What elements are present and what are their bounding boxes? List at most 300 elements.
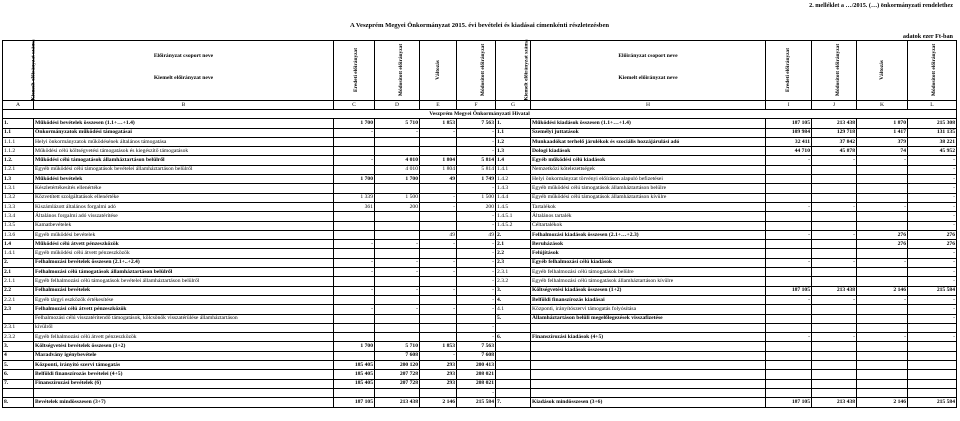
expense-code: 2.3.1 <box>496 268 531 277</box>
income-modositott <box>375 277 420 286</box>
expense-name: Kiadások mindösszesen (3+6) <box>531 398 766 407</box>
table-row <box>3 361 957 370</box>
expense-modositott <box>812 240 857 249</box>
income-modositott2: - <box>457 212 496 221</box>
expense-modositott: 45 878 <box>812 147 857 156</box>
header-eredeti-left: Eredeti előirányzat <box>334 41 375 101</box>
expense-eredeti: 44 710 <box>766 147 812 156</box>
column-letter-row <box>3 101 957 110</box>
document-annex-reference: 2. melléklet a …/2015. (…) önkormányzati rendelethez <box>809 2 953 9</box>
income-eredeti <box>334 230 375 239</box>
expense-eredeti <box>766 165 812 174</box>
income-modositott <box>375 212 420 221</box>
income-valtozas: - <box>420 193 457 202</box>
expense-modositott2 <box>908 379 957 388</box>
header-valtozas-left: Változás <box>420 41 457 101</box>
expense-modositott2 <box>908 351 957 360</box>
income-valtozas: - <box>420 240 457 249</box>
table-row <box>3 268 957 277</box>
expense-code: 1.4.5.1 <box>496 212 531 221</box>
income-eredeti: - <box>334 305 375 314</box>
income-modositott <box>375 230 420 239</box>
expense-name: Tartalékok <box>531 202 766 211</box>
income-modositott: 5 710 <box>375 119 420 128</box>
expense-eredeti <box>766 175 812 184</box>
expense-modositott2: - <box>908 165 957 174</box>
income-eredeti: - <box>334 258 375 267</box>
expense-modositott <box>812 388 857 397</box>
column-header-row <box>3 41 957 101</box>
income-valtozas <box>420 249 457 258</box>
income-code: 2.2.1 <box>3 295 34 304</box>
income-modositott2: 1 749 <box>457 175 496 184</box>
expense-eredeti: - <box>766 295 812 304</box>
income-valtozas: 2 146 <box>420 398 457 407</box>
income-valtozas: 293 <box>420 379 457 388</box>
income-eredeti <box>334 137 375 146</box>
income-modositott2: - <box>457 323 496 332</box>
income-valtozas: 293 <box>420 361 457 370</box>
expense-name: Munkaadókat terhelő járulékok és szociális hozzájárulási adó <box>531 137 766 146</box>
expense-modositott2: - <box>908 212 957 221</box>
expense-code: 6. <box>496 333 531 342</box>
income-name: Kiszámlázott általános forgalmi adó <box>34 202 334 211</box>
expense-modositott2 <box>908 370 957 379</box>
expense-modositott <box>812 314 857 323</box>
table-row <box>3 277 957 286</box>
expense-name: Egyéb működési célú kiadások <box>531 156 766 165</box>
expense-valtozas <box>857 249 908 258</box>
income-modositott: 7 608 <box>375 351 420 360</box>
income-name: Egyéb működési bevételek <box>34 230 334 239</box>
expense-code: 1.2 <box>496 137 531 146</box>
income-modositott <box>375 314 420 323</box>
expense-name: Egyéb felhalmozási célú támogatások belülre <box>531 268 766 277</box>
expense-modositott2: 215 584 <box>908 398 957 407</box>
income-modositott: - <box>375 286 420 295</box>
income-eredeti <box>334 388 375 397</box>
expense-valtozas: - <box>857 295 908 304</box>
income-name: Készletértékesítés ellenértéke <box>34 184 334 193</box>
expense-code: 2.3 <box>496 258 531 267</box>
section-title-row <box>3 110 957 119</box>
expense-valtozas: 276 <box>857 230 908 239</box>
expense-valtozas <box>857 268 908 277</box>
income-eredeti <box>334 333 375 342</box>
income-modositott: 1 700 <box>375 175 420 184</box>
expense-code: 1.1 <box>496 128 531 137</box>
income-code: 2.1 <box>3 268 34 277</box>
income-name: Felhalmozási célú támogatások államháztartáson belülről <box>34 268 334 277</box>
expense-eredeti: 109 984 <box>766 128 812 137</box>
expense-valtozas <box>857 221 908 230</box>
income-code: 1.1.1 <box>3 137 34 146</box>
expense-name <box>531 388 766 397</box>
section-title: Veszprém Megyei Önkormányzati Hivatal <box>3 110 957 119</box>
expense-name: Egyéb felhalmozási célú támogatások államháztartáson kívülre <box>531 277 766 286</box>
income-modositott2: 208 021 <box>457 379 496 388</box>
income-modositott2: - <box>457 268 496 277</box>
income-modositott2: - <box>457 128 496 137</box>
income-code: 1.2.1 <box>3 165 34 174</box>
income-modositott: - <box>375 258 420 267</box>
income-name: Felhalmozási bevételek összesen (2.1+..+2.4) <box>34 258 334 267</box>
expense-eredeti: - <box>766 230 812 239</box>
expense-code: 1.4.1 <box>496 165 531 174</box>
income-modositott2: 200 413 <box>457 361 496 370</box>
expense-code <box>496 342 531 351</box>
income-modositott <box>375 333 420 342</box>
income-valtozas <box>420 212 457 221</box>
expense-eredeti <box>766 351 812 360</box>
income-modositott <box>375 323 420 332</box>
income-valtozas: - <box>420 268 457 277</box>
expense-valtozas <box>857 379 908 388</box>
income-modositott: - <box>375 240 420 249</box>
letter-b: B <box>34 101 334 110</box>
expense-modositott2: - <box>908 202 957 211</box>
expense-modositott2: - <box>908 175 957 184</box>
expense-code: 1.4.5.2 <box>496 221 531 230</box>
expense-code: 2.3.2 <box>496 277 531 286</box>
income-modositott2: 7 608 <box>457 351 496 360</box>
income-valtozas <box>420 277 457 286</box>
income-modositott <box>375 249 420 258</box>
table-row <box>3 156 957 165</box>
expense-eredeti <box>766 323 812 332</box>
income-valtozas: 49 <box>420 175 457 184</box>
income-name <box>34 388 334 397</box>
table-row <box>3 165 957 174</box>
income-code: 2. <box>3 258 34 267</box>
header-eredeti-right: Eredeti előirányzat <box>766 41 812 101</box>
expense-name: Felhalmozási kiadások összesen (2.1+…+2.3) <box>531 230 766 239</box>
expense-name: Egyéb működési célú támogatások államháztartáson kívülre <box>531 193 766 202</box>
income-modositott <box>375 137 420 146</box>
income-valtozas: 1 853 <box>420 342 457 351</box>
income-name: Működési célú költségvetési támogatások és kiegészítő támogatások <box>34 147 334 156</box>
expense-valtozas <box>857 212 908 221</box>
income-code: 8. <box>3 398 34 407</box>
header-name-left <box>34 41 334 101</box>
expense-modositott <box>812 175 857 184</box>
income-eredeti: 185 405 <box>334 379 375 388</box>
income-modositott2: - <box>457 388 496 397</box>
income-modositott2: - <box>457 249 496 258</box>
table-row <box>3 258 957 267</box>
table-row <box>3 147 957 156</box>
income-name: Kamatbevételek <box>34 221 334 230</box>
income-code: 1.3.6 <box>3 230 34 239</box>
income-name: Egyéb felhalmozási célú átvett pénzeszközök <box>34 333 334 342</box>
expense-valtozas: - <box>857 202 908 211</box>
expense-modositott2: 215 584 <box>908 286 957 295</box>
expense-modositott2: - <box>908 258 957 267</box>
expense-modositott2 <box>908 342 957 351</box>
income-name: Működési célú átvett pénzeszközök <box>34 240 334 249</box>
table-row <box>3 333 957 342</box>
letter-i: I <box>766 101 812 110</box>
income-code: 2.3.2 <box>3 333 34 342</box>
budget-table <box>2 40 957 408</box>
table-row <box>3 379 957 388</box>
income-valtozas: - <box>420 286 457 295</box>
income-modositott: 4 010 <box>375 165 420 174</box>
expense-modositott: - <box>812 258 857 267</box>
expense-valtozas: 2 146 <box>857 286 908 295</box>
income-modositott2: - <box>457 305 496 314</box>
letter-d: D <box>375 101 420 110</box>
income-eredeti <box>334 165 375 174</box>
income-eredeti: - <box>334 128 375 137</box>
unit-note: adatok ezer Ft-ban <box>902 33 953 40</box>
income-code: 1.3.4 <box>3 212 34 221</box>
income-valtozas: 49 <box>420 230 457 239</box>
header-kiemelt-szama-right: Kiemelt előirányzat száma <box>496 41 531 101</box>
expense-modositott <box>812 193 857 202</box>
expense-eredeti: 187 105 <box>766 286 812 295</box>
expense-name <box>531 323 766 332</box>
expense-valtozas <box>857 342 908 351</box>
income-name: Helyi önkormányzatok működésének általános támogatása <box>34 137 334 146</box>
income-modositott <box>375 388 420 397</box>
income-modositott: - <box>375 268 420 277</box>
expense-code: 3. <box>496 286 531 295</box>
expense-eredeti: - <box>766 156 812 165</box>
table-row <box>3 323 957 332</box>
income-modositott: 213 438 <box>375 398 420 407</box>
expense-valtozas: 1 870 <box>857 119 908 128</box>
income-eredeti <box>334 277 375 286</box>
income-modositott2: 7 563 <box>457 342 496 351</box>
expense-code: 2.1 <box>496 240 531 249</box>
income-eredeti: 1 700 <box>334 342 375 351</box>
header-kiemelt-szama-left: Kiemelt előirányzat száma <box>3 41 34 101</box>
table-row <box>3 202 957 211</box>
income-eredeti: - <box>334 268 375 277</box>
income-code: 1.1 <box>3 128 34 137</box>
expense-valtozas <box>857 175 908 184</box>
expense-name <box>531 370 766 379</box>
income-name: Felhalmozási célú átvett pénzeszközök <box>34 305 334 314</box>
income-modositott: 200 120 <box>375 361 420 370</box>
expense-valtozas <box>857 193 908 202</box>
income-eredeti: 185 405 <box>334 370 375 379</box>
expense-eredeti <box>766 212 812 221</box>
expense-modositott: 37 842 <box>812 137 857 146</box>
expense-eredeti <box>766 240 812 249</box>
income-name: Egyéb működési célú átvett pénzeszközök <box>34 249 334 258</box>
expense-eredeti <box>766 342 812 351</box>
table-row <box>3 128 957 137</box>
expense-code <box>496 379 531 388</box>
income-eredeti <box>334 323 375 332</box>
table-row <box>3 119 957 128</box>
expense-eredeti <box>766 379 812 388</box>
expense-valtozas: 1 417 <box>857 128 908 137</box>
income-code: 1.4.1 <box>3 249 34 258</box>
income-eredeti <box>334 314 375 323</box>
income-valtozas <box>420 323 457 332</box>
income-valtozas: 1 804 <box>420 165 457 174</box>
income-valtozas: - <box>420 258 457 267</box>
expense-code: 1. <box>496 119 531 128</box>
table-row <box>3 305 957 314</box>
expense-eredeti <box>766 361 812 370</box>
expense-modositott <box>812 165 857 174</box>
income-name: kívülről <box>34 323 334 332</box>
income-valtozas: - <box>420 351 457 360</box>
expense-modositott2: - <box>908 295 957 304</box>
income-code: 3. <box>3 342 34 351</box>
expense-name: Nemzetközi kötelezettségek <box>531 165 766 174</box>
table-row <box>3 212 957 221</box>
expense-valtozas <box>857 388 908 397</box>
expense-name <box>531 351 766 360</box>
income-name: Működési bevételek <box>34 175 334 184</box>
income-code: 1.4 <box>3 240 34 249</box>
expense-valtozas: - <box>857 333 908 342</box>
expense-valtozas <box>857 165 908 174</box>
expense-eredeti <box>766 277 812 286</box>
table-row <box>3 240 957 249</box>
expense-modositott <box>812 184 857 193</box>
income-name: Bevételek mindösszesen (3+7) <box>34 398 334 407</box>
expense-modositott <box>812 351 857 360</box>
expense-modositott <box>812 249 857 258</box>
expense-eredeti: 32 411 <box>766 137 812 146</box>
expense-modositott <box>812 221 857 230</box>
expense-code <box>496 351 531 360</box>
expense-modositott2: 215 308 <box>908 119 957 128</box>
table-row <box>3 398 957 407</box>
expense-eredeti <box>766 193 812 202</box>
income-valtozas <box>420 314 457 323</box>
expense-modositott2 <box>908 388 957 397</box>
expense-name: Felújítások <box>531 249 766 258</box>
table-row <box>3 351 957 360</box>
income-name: Közvetített szolgáltatások ellenértéke <box>34 193 334 202</box>
header-modositott2-left: Módosított előirányzat <box>457 41 496 101</box>
expense-modositott2 <box>908 323 957 332</box>
letter-j: J <box>812 101 857 110</box>
expense-eredeti <box>766 249 812 258</box>
income-name: Felhalmozási bevételek <box>34 286 334 295</box>
income-eredeti: - <box>334 240 375 249</box>
income-eredeti: - <box>334 286 375 295</box>
income-eredeti: 185 405 <box>334 361 375 370</box>
expense-valtozas <box>857 351 908 360</box>
income-modositott2: 215 584 <box>457 398 496 407</box>
expense-modositott2: - <box>908 305 957 314</box>
header-kiemelt-neve-right: Kiemelt előirányzat neve <box>618 75 678 81</box>
expense-modositott <box>812 361 857 370</box>
income-modositott: 5 710 <box>375 342 420 351</box>
income-modositott2: 5 814 <box>457 165 496 174</box>
expense-valtozas <box>857 305 908 314</box>
expense-modositott <box>812 370 857 379</box>
expense-modositott: - <box>812 295 857 304</box>
income-modositott2: - <box>457 240 496 249</box>
expense-code: 1.4.4 <box>496 193 531 202</box>
table-row <box>3 184 957 193</box>
expense-eredeti <box>766 314 812 323</box>
letter-l: L <box>908 101 957 110</box>
income-modositott2: - <box>457 277 496 286</box>
table-row <box>3 286 957 295</box>
income-modositott2: - <box>457 295 496 304</box>
income-code <box>3 388 34 397</box>
expense-name: Államháztartáson belüli megelőlegezések visszafizetése <box>531 314 766 323</box>
expense-name: Általános tartalék <box>531 212 766 221</box>
expense-valtozas <box>857 314 908 323</box>
letter-c: C <box>334 101 375 110</box>
expense-modositott2: 131 135 <box>908 128 957 137</box>
income-valtozas: - <box>420 128 457 137</box>
income-valtozas <box>420 388 457 397</box>
expense-valtozas: - <box>857 258 908 267</box>
income-eredeti: 187 105 <box>334 398 375 407</box>
income-eredeti <box>334 249 375 258</box>
income-valtozas <box>420 295 457 304</box>
letter-k: K <box>857 101 908 110</box>
expense-eredeti <box>766 268 812 277</box>
expense-code: 2.2 <box>496 249 531 258</box>
expense-code: 7. <box>496 398 531 407</box>
income-code: 2.3 <box>3 305 34 314</box>
income-valtozas: - <box>420 202 457 211</box>
expense-eredeti <box>766 370 812 379</box>
income-code: 1.1.2 <box>3 147 34 156</box>
header-modositott-right: Módosított előirányzat <box>812 41 857 101</box>
income-valtozas <box>420 221 457 230</box>
expense-modositott2: - <box>908 193 957 202</box>
income-eredeti <box>334 147 375 156</box>
income-eredeti: 1 700 <box>334 119 375 128</box>
expense-modositott: 213 438 <box>812 398 857 407</box>
income-modositott2: 49 <box>457 230 496 239</box>
header-name-right <box>531 41 766 101</box>
income-modositott2: - <box>457 258 496 267</box>
letter-a: A <box>3 101 34 110</box>
table-row <box>3 388 957 397</box>
expense-valtozas <box>857 361 908 370</box>
income-code: 1.3.2 <box>3 193 34 202</box>
expense-name: Központi, irányítószervi támogatás folyósítása <box>531 305 766 314</box>
header-csoport-neve-left: Előirányzat csoport neve <box>153 53 214 59</box>
income-eredeti <box>334 221 375 230</box>
header-valtozas-right: Változás <box>857 41 908 101</box>
expense-eredeti: - <box>766 258 812 267</box>
income-modositott2: 5 814 <box>457 156 496 165</box>
header-modositott-left: Módosított előirányzat <box>375 41 420 101</box>
expense-modositott: - <box>812 156 857 165</box>
income-name: Finanszírozási bevételek (6) <box>34 379 334 388</box>
income-modositott: 200 <box>375 202 420 211</box>
income-name: Működési célú támogatások államháztartáson belülről <box>34 156 334 165</box>
expense-modositott2: 38 221 <box>908 137 957 146</box>
expense-name <box>531 342 766 351</box>
income-eredeti <box>334 351 375 360</box>
income-code: 2.1.1 <box>3 277 34 286</box>
expense-code <box>496 361 531 370</box>
letter-h: H <box>531 101 766 110</box>
expense-eredeti: 187 105 <box>766 398 812 407</box>
income-modositott2: 7 563 <box>457 119 496 128</box>
expense-code: 4. <box>496 295 531 304</box>
income-name: Költségvetési bevételek összesen (1+2) <box>34 342 334 351</box>
letter-e: E <box>420 101 457 110</box>
